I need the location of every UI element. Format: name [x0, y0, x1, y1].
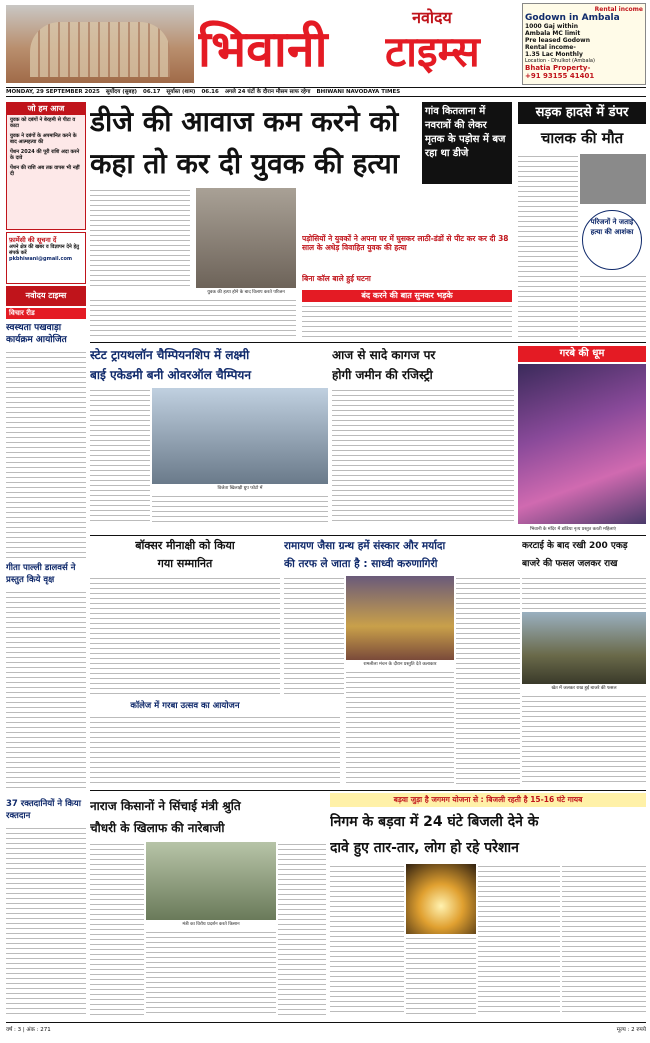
power-body-1 — [330, 864, 404, 1016]
accident-photo — [580, 154, 646, 204]
farmers-headline-1: नाराज किसानों ने सिंचाई मंत्री श्रुति — [90, 799, 241, 813]
godown-ad — [522, 3, 646, 85]
garba-headline: गरबे की धूम — [518, 346, 646, 362]
ramayan-headline-2: की तरफ ले जाता है : साध्वी करुणागिरी — [284, 558, 438, 570]
karta-body-1 — [522, 576, 646, 610]
karta-caption: खेत में जलकर राख हुई बाजरे की फसल — [551, 686, 617, 691]
ad-line-2: Pre leased Godown — [525, 37, 590, 44]
boxer-body — [90, 576, 280, 696]
left-logo: नवोदय टाइम्स — [6, 286, 86, 306]
farmers-body-3 — [278, 842, 326, 1016]
lakshmi-caption: विजेता खिलाड़ी ग्रुप फोटो में — [217, 486, 263, 491]
contact-email: pkbhiwani@gmail.com — [9, 256, 73, 262]
left-h3: 37 रक्तदानियों ने किया रक्तदान — [6, 799, 81, 821]
lakshmi-headline-2: बाई एकेडमी बनी ओवरऑल चैम्पियन — [90, 368, 251, 382]
lead-headline-2: कहा तो कर दी युवक की हत्या — [90, 147, 399, 180]
dateline-date: MONDAY, 29 SEPTEMBER 2025 — [6, 89, 100, 95]
paper-name: BHIWANI NAVODAYA TIMES — [316, 89, 401, 95]
ad-top: Rental income — [594, 6, 643, 13]
ramayan-headline-1: रामायण जैसा ग्रन्थ हमें संस्कार और मर्यादा — [284, 540, 446, 552]
ad-contact-2: +91 93155 41401 — [525, 72, 595, 80]
contact-title: फ़ार्मेसी की सूचना दें — [9, 236, 57, 244]
footer-right-code: मूल्य : 2 रुपये — [616, 1027, 646, 1033]
ad-line-4: 1.35 Lac Monthly — [525, 51, 583, 58]
left-body-3 — [6, 826, 86, 1016]
left-box-item: पेंशन 2024 की पूरी राशि अदा करने के दावे — [10, 149, 80, 161]
lakshmi-headline-1: स्टेट ट्रायथलॉन चैम्पियनशिप में लक्ष्मी — [90, 348, 250, 362]
sunrise-label: सूर्योदय (सुबह) — [105, 89, 138, 95]
left-body-1 — [6, 350, 86, 560]
accident-headline-1: सड़क हादसे में डंपर — [518, 102, 646, 124]
lead-banner: बंद करने की बात सुनकर भड़के — [302, 290, 512, 302]
power-body-2 — [406, 936, 476, 1016]
college-body — [90, 715, 340, 785]
footer-bar — [6, 1022, 646, 1038]
power-headline-2: दावे हुए तार-तार, लोग हो रहे परेशान — [330, 840, 519, 856]
divider-row-1 — [90, 342, 646, 343]
lakshmi-body-1 — [90, 388, 150, 524]
karta-headline-2: बाजरे की फसल जलकर राख — [522, 559, 618, 569]
ramayan-body-1 — [284, 576, 344, 696]
power-headline-1: निगम के बड़वा में 24 घंटे बिजली देने के — [330, 814, 539, 830]
lead-headline-1: डीजे की आवाज कम करने को — [90, 105, 399, 138]
left-box-title: जो हम आज — [7, 103, 85, 115]
farmers-headline-2: चौधरी के खिलाफ की नारेबाजी — [90, 821, 225, 835]
ad-line-3: Rental income- — [525, 44, 576, 51]
left-section-label: विचार रीड — [6, 308, 86, 319]
boxer-headline-1: बॉक्सर मीनाक्षी को किया — [135, 539, 235, 552]
ramayan-body-2 — [346, 670, 454, 786]
ramayan-photo — [346, 576, 454, 660]
lead-bullet-1: पड़ोसियों ने युवकों ने अपना घर में घुसकर लाठी-डंडों से पीट कर कर दी 38 साल के अधेड़ विवाहित युवक की हत्या — [302, 234, 509, 252]
registry-headline-1: आज से सादे कागज पर — [332, 348, 436, 362]
registry-body — [332, 388, 514, 524]
ad-contact-1: Bhatia Property- — [525, 64, 591, 72]
farmers-caption: मंत्री का विरोध प्रदर्शन करते किसान — [182, 922, 240, 927]
accident-body-1 — [518, 154, 578, 338]
lead-body-1 — [90, 188, 190, 288]
ad-line-5: Location - Dhulkot (Ambala) — [525, 58, 595, 64]
sunset-time: 06.16 — [201, 89, 219, 95]
farmers-photo — [146, 842, 276, 920]
karta-headline-1: करटाई के बाद रखी 200 एकड़ — [522, 541, 628, 551]
lead-photo-caption: युवक की हत्या होने के बाद विलाप करते परिजन — [207, 290, 285, 295]
power-body-4 — [562, 864, 646, 1016]
left-h1: स्वस्थता पखवाड़ा कार्यक्रम आयोजित — [6, 323, 67, 345]
left-body-2 — [6, 590, 86, 790]
power-body-3 — [478, 864, 560, 1016]
lead-overline: गांव कितलाना में नवरात्रों की लेकर मृतक के पड़ोस में बज रहा था डीजे — [422, 102, 512, 184]
left-contact-box — [6, 232, 86, 284]
left-highlights-box — [6, 102, 86, 230]
masthead-temple-shape — [30, 22, 170, 77]
sunset-label: सूर्यास्त (शाम) — [166, 89, 196, 95]
brand-small: नवोदय — [412, 8, 452, 27]
registry-headline-2: होगी जमीन की रजिस्ट्री — [332, 368, 433, 382]
farmers-body-1 — [90, 842, 144, 1016]
garba-caption: भिवानी के मंदिर में डांडिया नृत्य प्रस्तुत करती महिलाएं — [529, 527, 617, 532]
left-box-item: पेंशन की राशि अब तक वापस भी नहीं दी — [10, 165, 80, 177]
ad-line-1: Ambala MC limit — [525, 30, 581, 37]
bottom-banner: बड़वा जुड़ा है जगमग योजना से : बिजली रहती है 15-16 घंटे गायब — [330, 793, 646, 807]
lead-photo — [196, 188, 296, 288]
karta-photo — [522, 612, 646, 684]
weather-text: अगले 24 घंटों के दौरान मौसम साफ रहेगा — [224, 89, 311, 95]
footer-left-code: वर्ष : 3 | अंक : 271 — [6, 1027, 51, 1033]
sunrise-time: 06.17 — [143, 89, 161, 95]
contact-text: अपने क्षेत्र की खबर व विज्ञापन देने हेतु संपर्क करें — [9, 244, 79, 256]
power-photo — [406, 864, 476, 934]
accident-headline-2: चालक की मौत — [540, 129, 624, 147]
accident-body-2 — [580, 274, 646, 338]
lead-banner-body — [302, 304, 512, 338]
lead-body-2 — [90, 298, 296, 336]
college-headline: कॉलेज में गरबा उत्सव का आयोजन — [130, 701, 240, 711]
karta-body-2 — [522, 694, 646, 786]
divider-row-2 — [90, 535, 646, 536]
garba-photo — [518, 364, 646, 524]
ramayan-caption: रामलीला मंचन के दौरान प्रस्तुति देते कलाकार — [363, 662, 437, 667]
ad-title: Godown in Ambala — [525, 13, 620, 23]
ad-line-0: 1000 Gaj within — [525, 23, 578, 30]
lead-bullet-2: बिना कॉल बाले हुई घटना — [302, 274, 371, 283]
left-h2: गीता पाल्ली डालवर्स ने प्रस्तुत किये वृक्ष — [6, 563, 76, 585]
lakshmi-photo — [152, 388, 328, 484]
brand-bhiwani: भिवानी — [198, 20, 328, 78]
farmers-body-2 — [146, 930, 276, 1016]
left-box-item: युवक को दबंगों ने बेरहमी से पीटा व काटा — [10, 117, 76, 129]
ramayan-body-3 — [456, 576, 520, 786]
left-box-item: युवक ने दबंगों के अपमानित करने के बाद आत्महत्या की — [10, 133, 77, 145]
divider-row-3 — [90, 790, 646, 791]
lakshmi-body-2 — [152, 494, 328, 524]
brand-times: टाइम्स — [385, 27, 480, 76]
accident-quote: परिजनों ने जताई हत्या की आशंका — [582, 210, 642, 270]
boxer-headline-2: गया सम्मानित — [157, 557, 213, 570]
dateline-bar — [6, 87, 646, 97]
